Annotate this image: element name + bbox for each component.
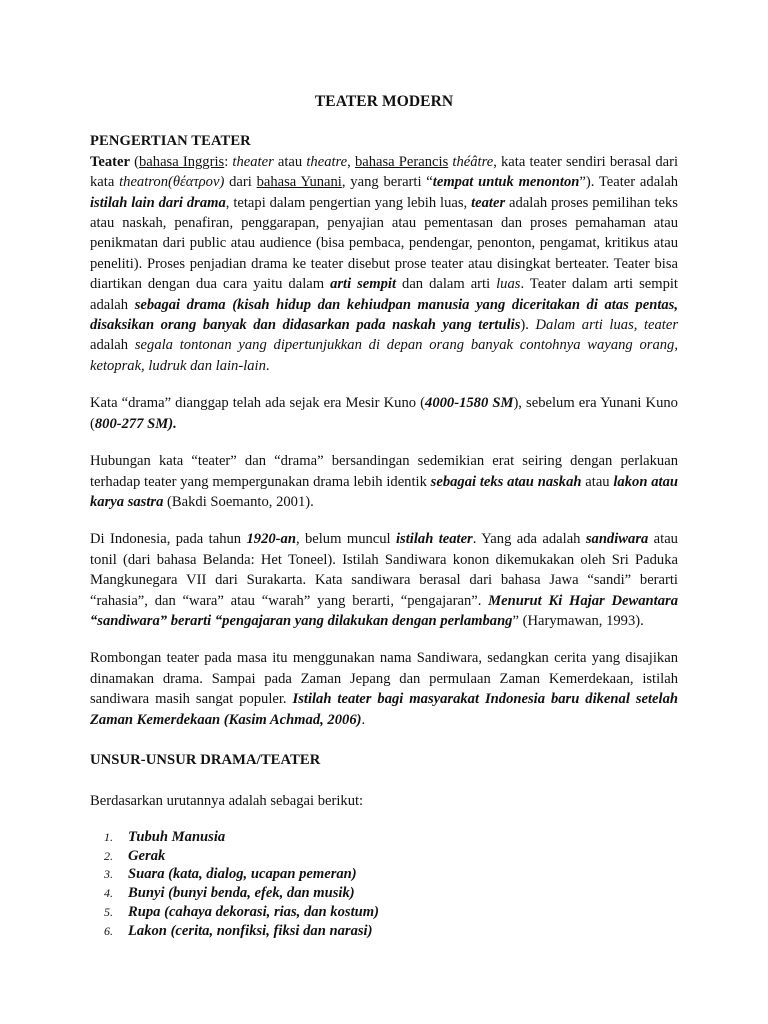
text-run: Hubungan kata “teater” dan “drama” bersandingan sedemikian erat seiring dengan perlakuan terhadap teater yang mempergunakan drama lebih identik	[90, 453, 678, 490]
text-run: théâtre	[452, 153, 494, 170]
paragraph-drama-origin	[90, 393, 678, 434]
text-run: Di Indonesia, pada tahun	[90, 531, 247, 548]
page-title: TEATER MODERN	[314, 93, 454, 110]
text-run: theatron	[119, 174, 169, 191]
text-run: , belum muncul	[295, 531, 396, 548]
text-run: teater	[471, 194, 506, 211]
list-number: 4.	[104, 886, 113, 901]
text-run: Rombongan teater pada masa itu menggunakan nama Sandiwara, sedangkan cerita yang disajikan dinamakan drama. Sampai pada Zaman Jepang dan permulaan Zaman Kemerdekaan, istilah sandiwara masih sangat populer.	[90, 650, 678, 708]
text-run: 1920-an	[246, 531, 296, 548]
text-run: sebagai drama (kisah hidup dan kehiudpan manusia yang diceritakan di atas pentas, disaksikan orang banyak dan didasarkan pada naskah yang tertulis	[90, 296, 678, 334]
paragraph-relationship	[90, 451, 678, 512]
greek-word: (θέατρον)	[168, 174, 225, 191]
text-run: arti sempit	[330, 276, 397, 293]
list-item-text: Lakon (cerita, nonfiksi, fiksi dan narasi)	[128, 922, 373, 939]
document-page	[90, 92, 678, 941]
list-item-text: Bunyi (bunyi benda, efek, dan musik)	[128, 885, 355, 902]
text-run: 4000-1580 SM	[425, 395, 514, 412]
list-item	[90, 903, 678, 922]
list-item	[90, 828, 678, 847]
list-intro: Berdasarkan urutannya adalah sebagai berikut:	[90, 793, 364, 810]
paragraph-indonesia	[90, 529, 678, 631]
link-bahasa-inggris[interactable]: bahasa Inggris	[139, 153, 225, 170]
text-run: dan dalam arti	[396, 276, 497, 293]
list-item	[90, 922, 678, 941]
list-number: 1.	[104, 829, 113, 844]
list-number: 2.	[104, 848, 113, 863]
paragraph-rombongan	[90, 648, 678, 730]
text-run: (Bakdi Soemanto, 2001).	[163, 493, 314, 510]
paragraph-definition	[90, 152, 678, 376]
text-run: . Teater dalam arti sempit adalah	[90, 276, 678, 313]
text-run: :	[224, 153, 233, 170]
term-teater: Teater	[90, 153, 130, 170]
text-run: atau	[581, 473, 614, 490]
list-number: 3.	[104, 867, 113, 882]
text-run: ).	[520, 317, 536, 334]
section-heading-pengertian: PENGERTIAN TEATER	[90, 133, 251, 150]
text-run: theater	[232, 153, 274, 170]
list-item-text: Suara (kata, dialog, ucapan pemeran)	[128, 866, 357, 883]
text-run: istilah lain dari drama	[90, 194, 226, 211]
text-run: theatre	[306, 153, 348, 170]
text-run: istilah teater	[396, 531, 473, 548]
text-run: ” (Harymawan, 1993).	[512, 612, 644, 629]
link-bahasa-perancis[interactable]: bahasa Perancis	[354, 153, 449, 170]
text-run: lakon atau karya sastra	[90, 473, 678, 510]
list-item	[90, 847, 678, 866]
text-run: , tetapi dalam pengertian yang lebih luas,	[225, 194, 472, 211]
text-run: Dalam arti luas, teater	[535, 317, 678, 334]
text-run: tempat untuk menonton	[432, 174, 580, 191]
text-run: ,	[347, 153, 355, 170]
text-run: (	[129, 153, 139, 170]
text-run: Kata “drama” dianggap telah ada sejak era Mesir Kuno (	[90, 395, 426, 412]
text-run: adalah proses pemilihan teks atau naskah, penafiran, penggarapan, penyajian atau pementasan dan proses pemahaman atau penikmatan dari public atau audience (bisa pembaca, pendengar, penonton, pengamat, kritikus atau peneliti). Proses penjadian drama ke teater disebut prose teater atau disingkat berteater. Teater bisa diartikan dengan dua cara yaitu dalam	[90, 194, 678, 293]
text-run: , yang berarti “	[341, 174, 433, 191]
text-run: , kata teater sendiri berasal dari kata	[90, 153, 679, 191]
list-item-text: Rupa (cahaya dekorasi, rias, dan kostum)	[128, 903, 379, 920]
link-bahasa-yunani[interactable]: bahasa Yunani	[256, 174, 342, 191]
text-run: dari	[224, 174, 257, 191]
list-item-text: Tubuh Manusia	[128, 828, 226, 845]
text-run: adalah	[90, 337, 135, 354]
unsur-list	[90, 828, 678, 941]
section-heading-unsur: UNSUR-UNSUR DRAMA/TEATER	[90, 751, 321, 768]
list-item	[90, 884, 678, 903]
text-run: ), sebelum era Yunani Kuno (	[90, 395, 678, 432]
text-run: Istilah teater bagi masyarakat Indonesia baru dikenal setelah Zaman Kemerdekaan (Kasim Achmad, 2006)	[90, 691, 678, 728]
text-run: 800-277 SM).	[94, 415, 177, 432]
text-run: ”). Teater adalah	[579, 174, 679, 191]
text-run: . Yang ada adalah	[472, 531, 586, 548]
list-number: 5.	[104, 904, 113, 919]
text-run: sandiwara	[585, 531, 649, 548]
text-run: luas	[496, 276, 521, 293]
text-run: .	[361, 711, 366, 728]
text-run: sebagai teks atau naskah	[430, 473, 582, 490]
text-run: .	[265, 357, 270, 374]
text-run: atau tonil (dari bahasa Belanda: Het Toneel). Istilah Sandiwara konon dikemukakan oleh Sri Paduka Mangkunegara VII dari Surakarta. Kata sandiwara berasal dari bahasa Jawa “sandi” berarti “rahasia”, dan “wara” atau “warah” yang berarti, “pengajaran”.	[90, 531, 678, 609]
text-run: segala tontonan yang dipertunjukkan di depan orang banyak contohnya wayang orang, ketoprak, ludruk dan lain-lain	[90, 337, 678, 374]
list-number: 6.	[104, 923, 113, 938]
text-run: atau	[273, 153, 307, 170]
text-run: Menurut Ki Hajar Dewantara “sandiwara” berarti “pengajaran yang dilakukan dengan perlambang	[90, 592, 678, 629]
list-item-text: Gerak	[128, 847, 166, 864]
list-item	[90, 865, 678, 884]
